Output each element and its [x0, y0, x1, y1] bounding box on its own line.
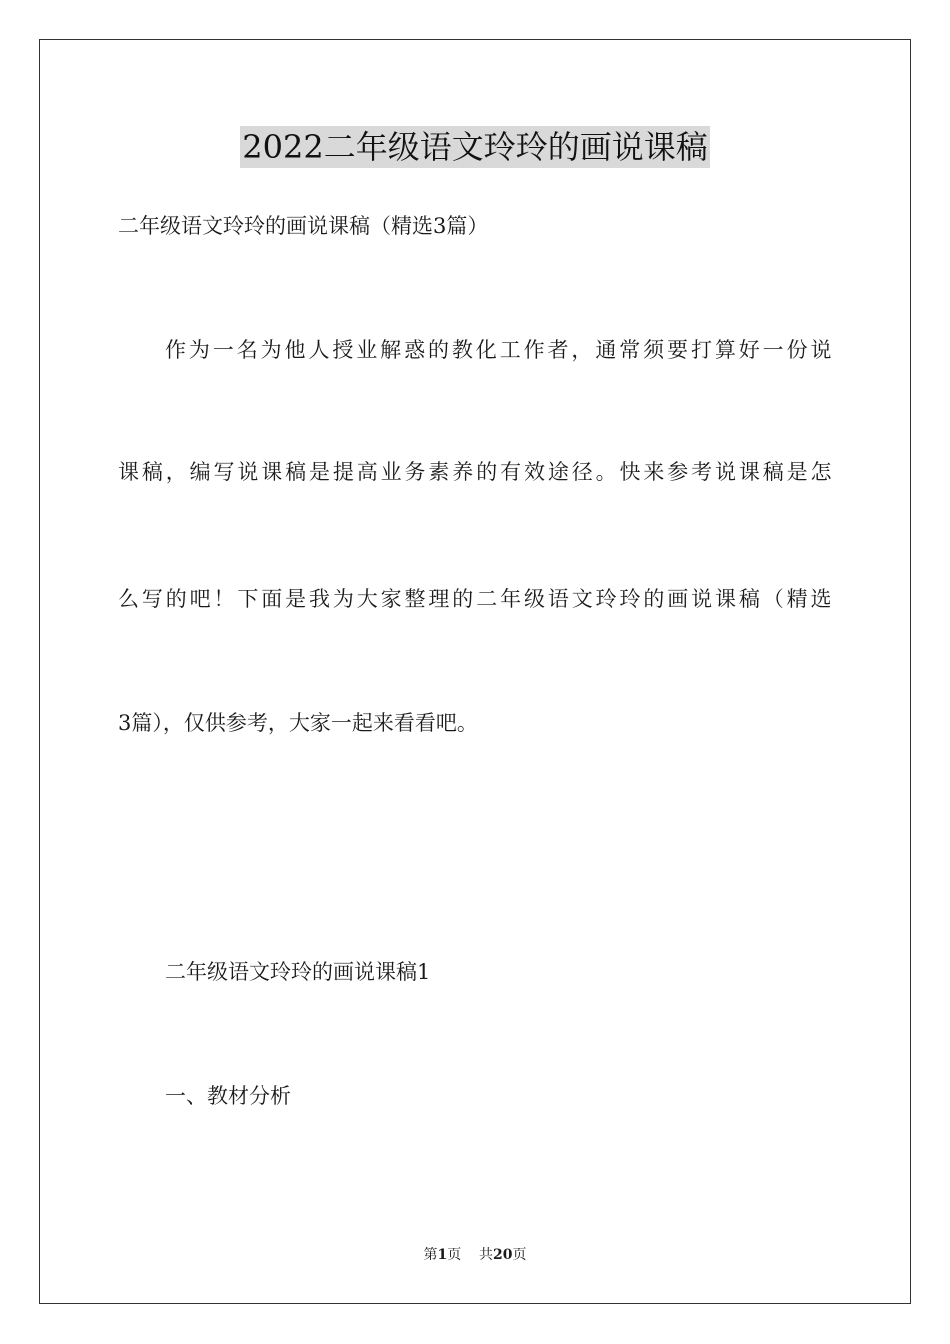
section-heading: 二年级语文玲玲的画说课稿1	[165, 960, 431, 984]
document-title: 2022二年级语文玲玲的画说课稿	[242, 128, 708, 166]
title-container	[0, 126, 950, 168]
subsection-heading: 一、教材分析	[165, 1084, 291, 1108]
footer-prefix: 第	[423, 1247, 438, 1263]
page-footer	[0, 1245, 950, 1265]
footer-total-pages: 20	[493, 1247, 513, 1263]
intro-line-4: 3篇），仅供参考，大家一起来看看吧。	[118, 711, 478, 735]
intro-line-1: 作为一名为他人授业解惑的教化工作者，通常须要打算好一份说	[165, 338, 832, 362]
footer-total-unit: 页	[512, 1247, 527, 1263]
intro-line-2: 课稿，编写说课稿是提高业务素养的有效途径。快来参考说课稿是怎	[118, 460, 832, 484]
footer-total-prefix: 共	[479, 1247, 494, 1263]
document-subtitle: 二年级语文玲玲的画说课稿（精选3篇）	[118, 214, 489, 238]
footer-page-unit: 页	[447, 1247, 462, 1263]
intro-line-3: 么写的吧！下面是我为大家整理的二年级语文玲玲的画说课稿（精选	[118, 587, 832, 611]
footer-current-page: 1	[437, 1247, 448, 1263]
